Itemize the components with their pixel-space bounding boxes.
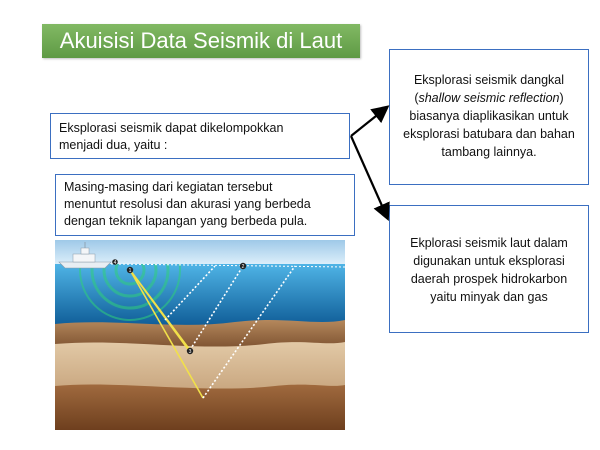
shallow-line-1: Eksplorasi seismik dangkal <box>413 73 565 87</box>
marker-3: 3 <box>188 348 192 355</box>
shallow-paren-close: ) <box>559 91 564 105</box>
shallow-line-3: biasanya diaplikasikan untuk <box>409 109 569 123</box>
deep-line-1: Ekplorasi seismik laut dalam <box>410 236 568 250</box>
note-line-2: menuntut resolusi dan akurasi yang berbeda <box>64 197 311 211</box>
intro-line-1: Eksplorasi seismik dapat dikelompokkan <box>59 121 284 135</box>
sediment-layer-middle <box>55 342 345 390</box>
shallow-line-4: eksplorasi batubara dan bahan <box>403 127 575 141</box>
deep-line-2: digunakan untuk eksplorasi <box>413 254 565 268</box>
sea-water <box>55 264 345 328</box>
shallow-italic-term: shallow seismic reflection <box>418 91 560 105</box>
arrow-to-deep <box>351 136 387 217</box>
note-line-3: dengan teknik lapangan yang berbeda pula. <box>64 214 308 228</box>
note-line-1: Masing-masing dari kegiatan tersebut <box>64 180 273 194</box>
sky-mask <box>55 240 345 264</box>
slide-title: Akuisisi Data Seismik di Laut <box>42 24 360 58</box>
marker-4: 4 <box>113 259 117 266</box>
deep-line-4: yaitu minyak dan gas <box>430 290 548 304</box>
arrow-to-shallow <box>351 108 386 136</box>
deep-line-3: daerah prospek hidrokarbon <box>410 272 568 286</box>
intro-line-2: menjadi dua, yaitu : <box>59 138 168 152</box>
marker-1: 1 <box>128 267 132 274</box>
shallow-line-5: tambang lainnya. <box>441 145 537 159</box>
shallow-paren-open: ( <box>414 91 419 105</box>
marker-2: 2 <box>241 263 245 270</box>
marine-seismic-illustration <box>55 240 345 430</box>
